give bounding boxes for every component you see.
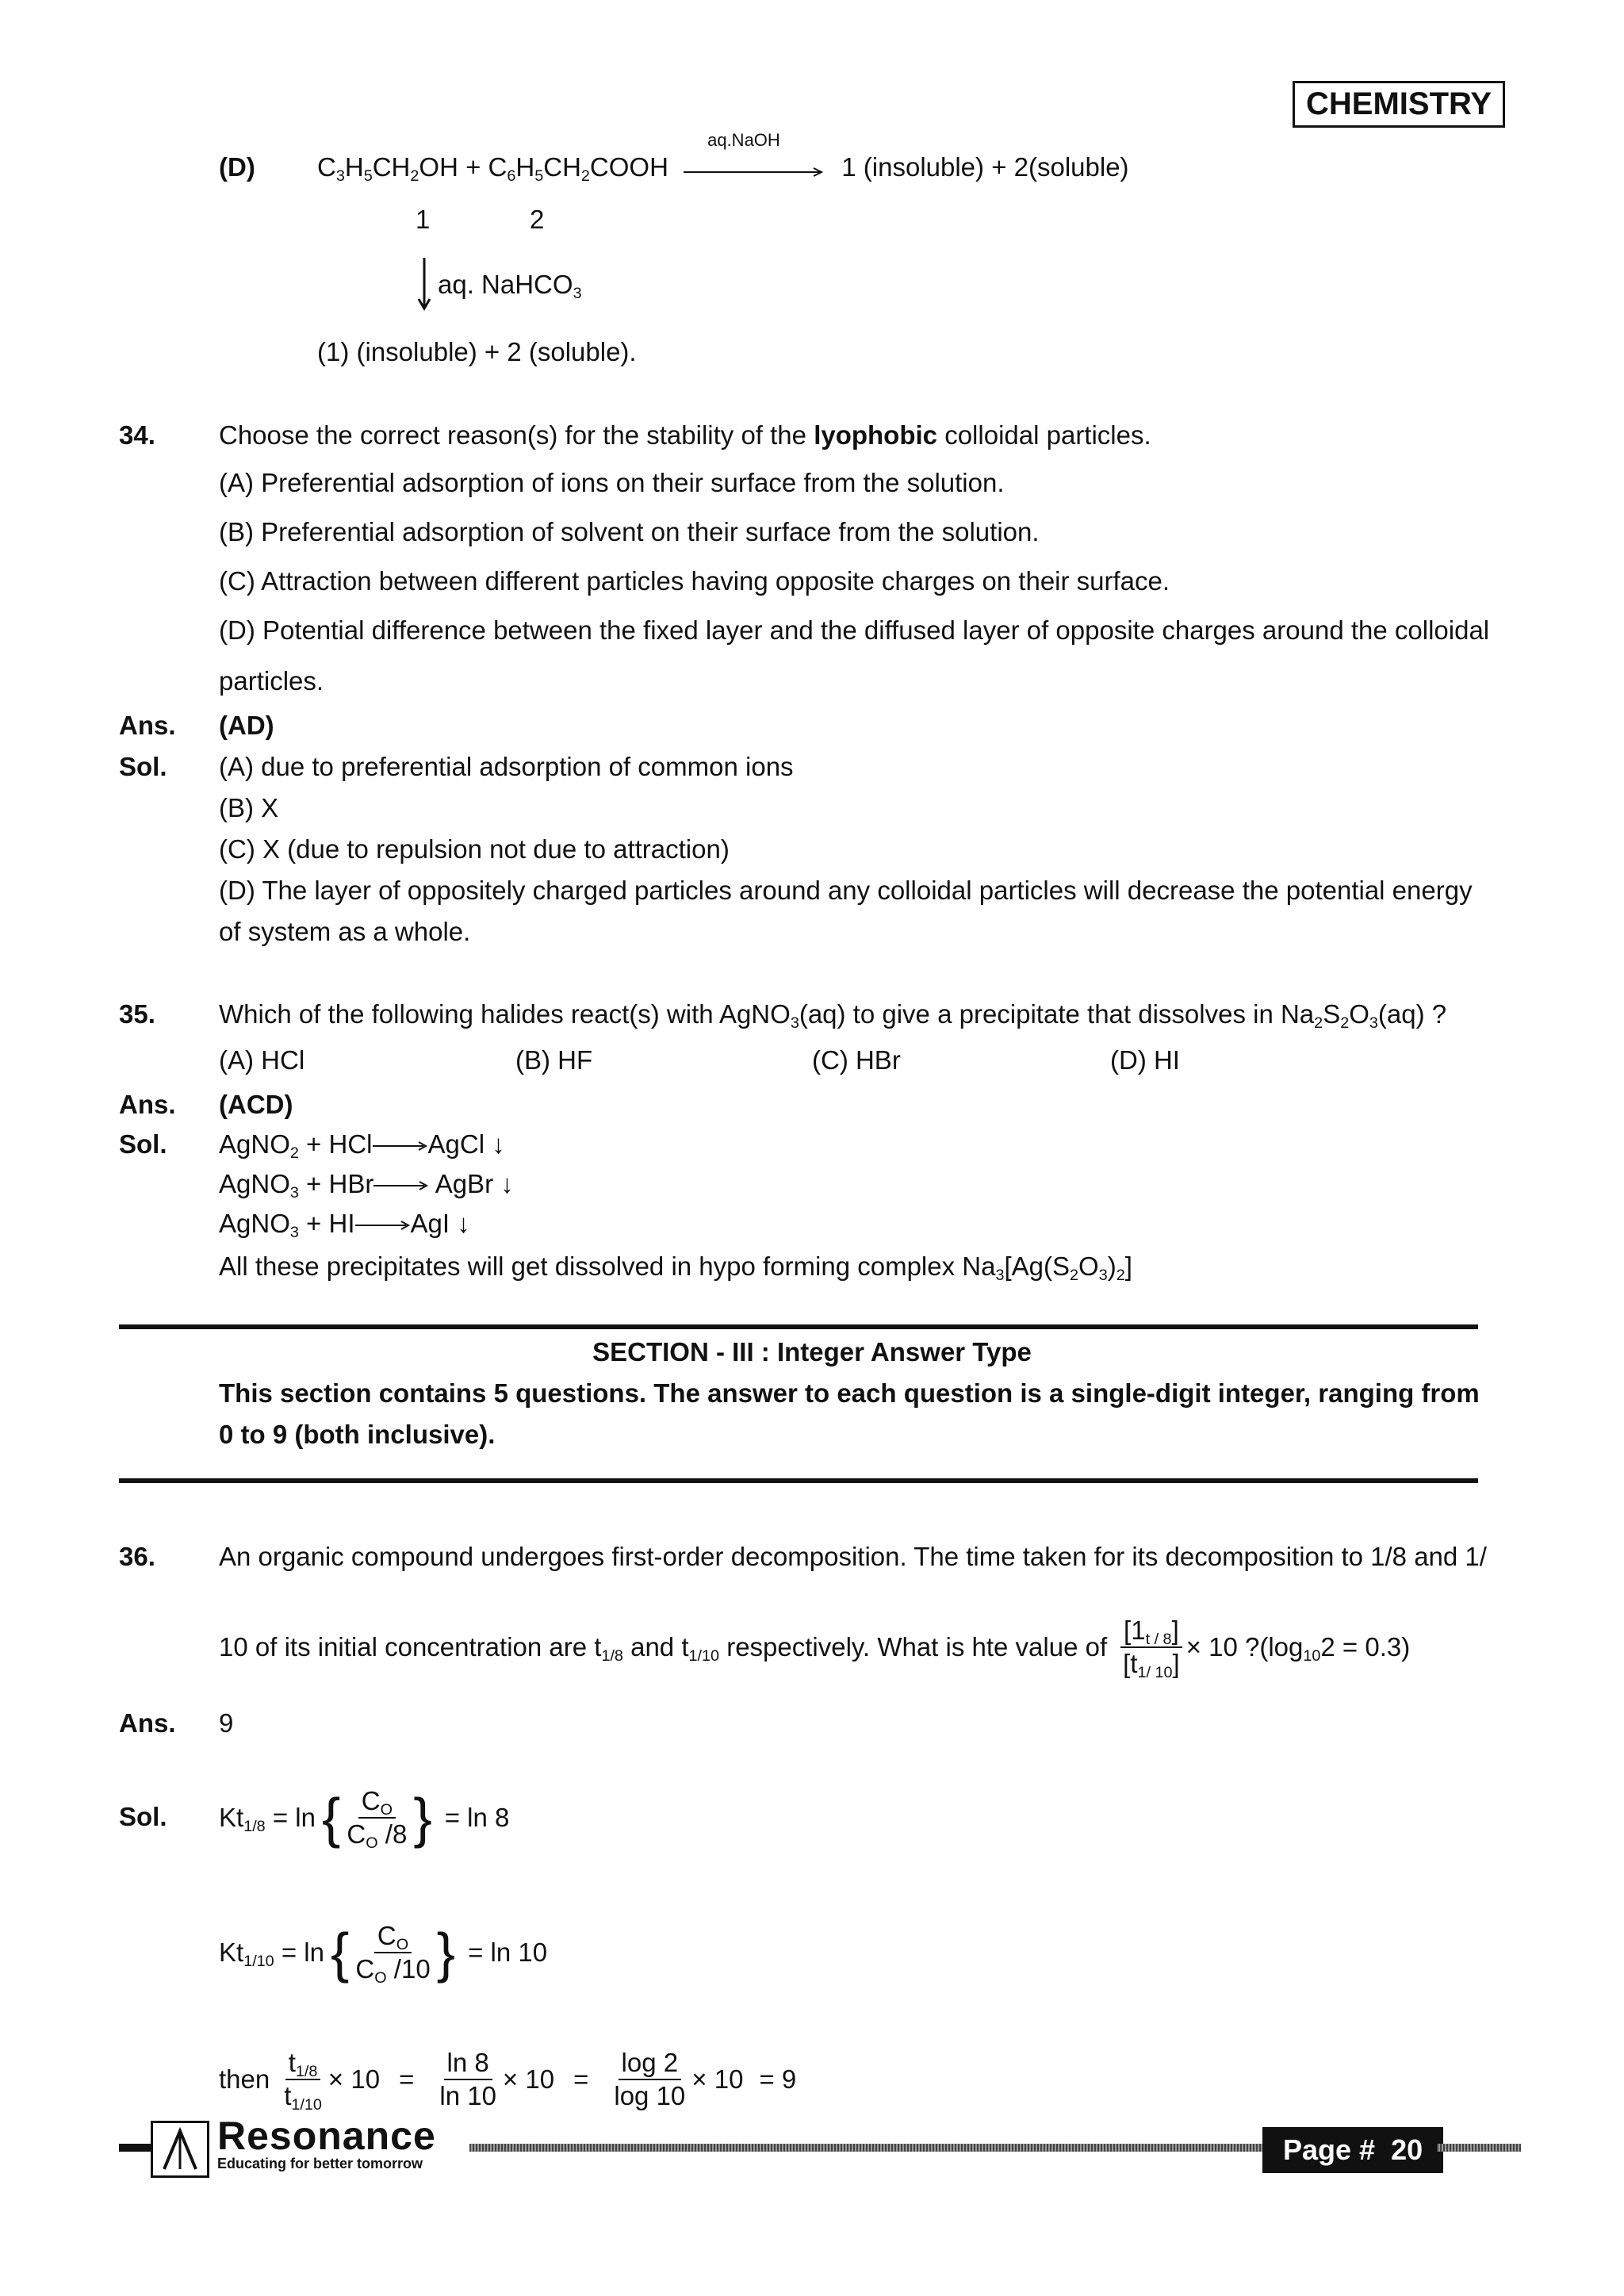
solution-label: Sol.: [119, 752, 167, 781]
option-b: (B) HF: [515, 1045, 593, 1075]
page-number-badge: [1262, 2127, 1443, 2173]
reaction-1: AgNO$_2$ + HCl AgCl ↓: [219, 1129, 505, 1162]
solution-conclusion: All these precipitates will get dissolved in hypo forming complex $Na_3[Ag(S_2O_3)_2]$: [219, 1251, 1132, 1284]
answer-value: (ACD): [219, 1090, 293, 1119]
question-text: Which of the following halides react(s) with AgNO$_3$(aq) to give a precipitate that dissolves in $Na_2S_2O_3(aq)$ ?: [219, 999, 1447, 1032]
option-d-cont: particles.: [219, 666, 324, 696]
solution-line: (C) X (due to repulsion not due to attraction): [219, 834, 730, 864]
solution-step-3: then $\frac{t_{1/8}}{t_{1/10}}$ × 10 = $\frac{\ln 8}{\ln 10}$ × 10 = $\frac{\log 2}{\log 10}$ × 10 = 9: [219, 2047, 797, 2114]
reaction-product: 1 (insoluble) + 2(soluble): [841, 152, 1129, 182]
answer-value: (AD): [219, 711, 274, 740]
answer-label: Ans.: [119, 1708, 176, 1738]
right-arrow-icon: [373, 1140, 428, 1152]
brand-name: Resonance: [217, 2114, 436, 2158]
compound-number-1: 1: [416, 205, 431, 234]
question-number: 36.: [119, 1542, 155, 1571]
section-title: SECTION - III : Integer Answer Type: [592, 1337, 1032, 1366]
compound-number-2: 2: [530, 205, 545, 234]
solution-label: Sol.: [119, 1802, 167, 1831]
reaction-result: (1) (insoluble) + 2 (soluble).: [317, 337, 637, 366]
reaction-arrow: [684, 130, 826, 184]
subject-header: [1293, 81, 1505, 128]
option-c: (C) HBr: [812, 1045, 901, 1075]
option-a: (A) Preferential adsorption of ions on their surface from the solution.: [219, 468, 1005, 497]
reaction-2: AgNO$_3$ + HBr AgBr ↓: [219, 1169, 514, 1202]
footer-brand: [217, 2116, 436, 2172]
subject-label: CHEMISTRY: [1306, 86, 1492, 121]
solution-line: (D) The layer of oppositely charged particles around any colloidal particles will decrease the potential energy: [219, 876, 1473, 905]
right-arrow-icon: [355, 1220, 411, 1231]
option-b: (B) Preferential adsorption of solvent on their surface from the solution.: [219, 517, 1040, 546]
answer-value: 9: [219, 1708, 234, 1738]
footer-bar-right: [1437, 2144, 1521, 2152]
right-arrow-icon: [684, 167, 826, 178]
ratio-fraction: $\frac{[1_{t / 8}]}{[t_{1/ 10}]}$: [1120, 1616, 1183, 1679]
option-d: (D) Potential difference between the fixed layer and the diffused layer of opposite charges around the colloidal: [219, 615, 1490, 645]
reaction-3: AgNO$_3$ + HI AgI ↓: [219, 1209, 470, 1241]
question-number: 34.: [119, 420, 155, 450]
answer-label: Ans.: [119, 1090, 176, 1119]
reagent-nahco3: aq. NaHCO$_3$: [438, 270, 582, 302]
arrow-reagent: aq.NaOH: [707, 130, 780, 151]
solution-line: of system as a whole.: [219, 917, 471, 946]
section-instructions-cont: 0 to 9 (both inclusive).: [219, 1420, 496, 1449]
solution-step-2: $Kt_{1/10} = \ln$ { $\frac{C_O}{C_O /10}$ } = ln 10: [219, 1920, 548, 1987]
question-text-cont: 10 of its initial concentration are $t_{1/8}$ and $t_{1/10}$ respectively. What is hte value of $\frac{[1_{t / 8}]}{[t_{1/ 10}]}$ × 10 $?(\log_{10}2 = 0.3)$: [219, 1616, 1411, 1682]
section-instructions: This section contains 5 questions. The answer to each question is a single-digit integer, ranging from: [219, 1378, 1480, 1408]
question-text: An organic compound undergoes first-order decomposition. The time taken for its decomposition to 1/8 and 1/: [219, 1542, 1487, 1571]
page-label: Page #: [1283, 2133, 1376, 2166]
right-arrow-icon: [373, 1180, 429, 1191]
option-c: (C) Attraction between different particles having opposite charges on their surface.: [219, 566, 1170, 596]
reaction-line: $C_3H_5CH_2OH$ + $C_6H_5CH_2COOH$ aq.NaOH 1 (insoluble) + 2(soluble): [317, 130, 1129, 185]
option-a: (A) HCl: [219, 1045, 305, 1075]
down-arrow-icon: [416, 258, 432, 312]
question-text: Choose the correct reason(s) for the stability of the lyophobic colloidal particles.: [219, 420, 1151, 450]
solution-line: (A) due to preferential adsorption of common ions: [219, 752, 794, 781]
page-number: 20: [1391, 2133, 1423, 2166]
footer-bar-middle: [469, 2144, 1262, 2152]
solution-line: (B) X: [219, 793, 279, 822]
section-rule-top: [119, 1324, 1478, 1329]
brand-tagline: Educating for better tomorrow: [217, 2156, 423, 2171]
solution-label: Sol.: [119, 1129, 167, 1159]
question-number: 35.: [119, 999, 155, 1029]
option-label: (D): [219, 152, 255, 182]
section-rule-bottom: [119, 1478, 1478, 1483]
option-d: (D) HI: [1110, 1045, 1180, 1075]
solution-step-1: $Kt_{1/8} = \ln$ { $\frac{C_O}{C_O /8}$ } = ln 8: [219, 1785, 510, 1852]
footer-bar-left: [119, 2144, 152, 2152]
resonance-logo-icon: [153, 2123, 207, 2175]
resonance-logo: [151, 2121, 209, 2178]
answer-label: Ans.: [119, 711, 176, 740]
